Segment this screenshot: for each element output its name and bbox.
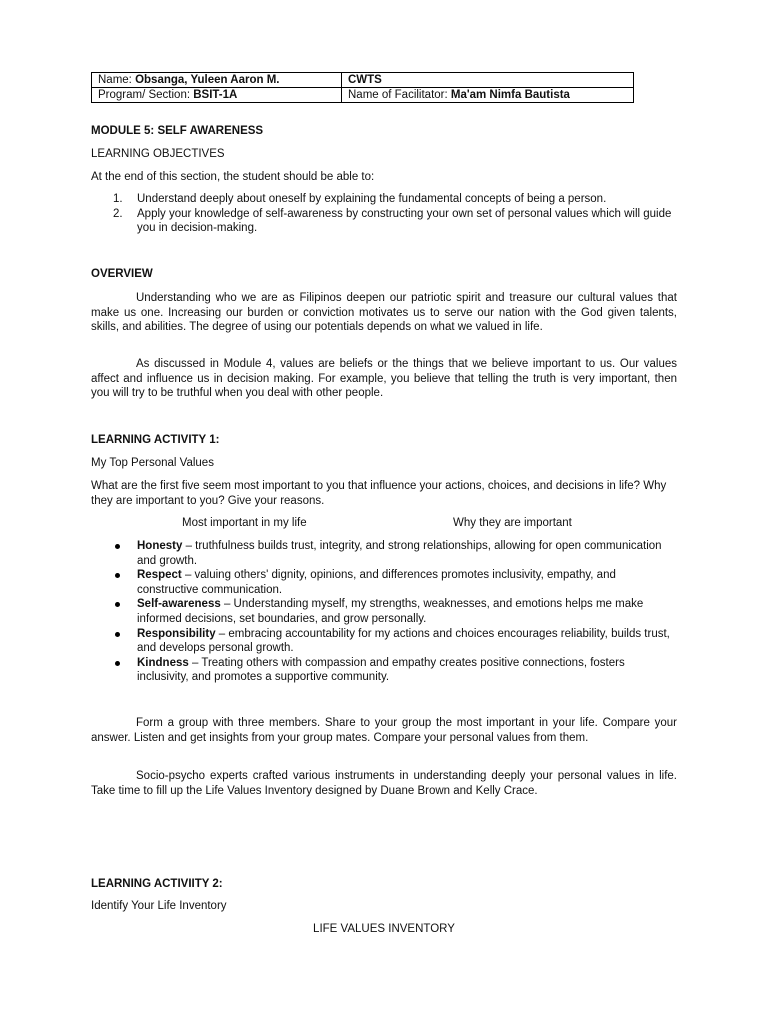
objective-number: 2.	[113, 207, 123, 220]
activity1-question: What are the first five seem most important to you that influence your actions, choices, and decisions in life? Why they are important to you? Give your reasons.	[91, 480, 667, 507]
value-description: – truthfulness builds trust, integrity, and strong relationships, allowing for open communication and growth.	[137, 540, 662, 567]
name-cell	[92, 73, 342, 88]
value-term: Self-awareness	[137, 598, 221, 611]
value-item	[91, 568, 677, 597]
value-term: Honesty	[137, 540, 183, 552]
activity1-heading: LEARNING ACTIVITY 1:	[91, 434, 220, 446]
personal-values-list	[91, 539, 677, 685]
value-item	[91, 627, 677, 656]
bullet-icon	[115, 602, 120, 607]
objective-item	[91, 207, 677, 236]
value-term: Respect	[137, 569, 182, 582]
objective-text: Understand deeply about oneself by explaining the fundamental concepts of being a person.	[137, 193, 607, 205]
objectives-list	[91, 192, 677, 236]
value-term: Kindness	[137, 656, 189, 669]
value-item	[91, 597, 677, 626]
facilitator-label: Name of Facilitator:	[348, 89, 451, 101]
program-cell	[92, 88, 342, 103]
student-info-table	[91, 72, 634, 103]
activity1-subtitle: My Top Personal Values	[91, 457, 214, 469]
facilitator-cell	[342, 88, 634, 103]
activity2-subtitle: Identify Your Life Inventory	[91, 900, 227, 912]
facilitator-name: Ma'am Nimfa Bautista	[450, 89, 570, 101]
program-section: BSIT-1A	[193, 89, 238, 101]
value-term: Responsibility	[137, 627, 216, 640]
overview-paragraph-2: As discussed in Module 4, values are beliefs or the things that we believe important to us. Our values affect and influence us in decision making. For example, you believe that telling the truth is very important, then you will try to be truthful when you deal with other people.	[91, 358, 677, 400]
objectives-intro: At the end of this section, the student should be able to:	[91, 171, 375, 183]
value-description: – valuing others' dignity, opinions, and differences promotes inclusivity, empathy, and constructive communication.	[137, 569, 616, 596]
life-values-inventory-title: LIFE VALUES INVENTORY	[313, 923, 455, 935]
program-label: Program/ Section:	[98, 89, 194, 101]
inventory-intro-paragraph: Socio-psycho experts crafted various instruments in understanding deeply your personal values in life. Take time to fill up the Life Values Inventory designed by Duane Brown and Kelly Crace.	[91, 770, 677, 797]
module-title: MODULE 5: SELF AWARENESS	[91, 125, 264, 137]
bullet-icon	[115, 661, 120, 666]
bullet-icon	[115, 573, 120, 578]
bullet-icon	[115, 632, 120, 637]
value-description: – embracing accountability for my actions and choices encourages reliability, builds trust, and develops personal growth.	[137, 627, 670, 655]
column-heading-right: Why they are important	[453, 517, 572, 529]
column-heading-left: Most important in my life	[182, 517, 307, 529]
objectives-heading: LEARNING OBJECTIVES	[91, 148, 225, 160]
name-label: Name:	[98, 74, 136, 86]
course-cell: CWTS	[342, 73, 634, 88]
value-item	[91, 539, 677, 568]
objective-number: 1.	[113, 193, 123, 205]
objective-item	[91, 192, 677, 207]
value-description: – Treating others with compassion and empathy creates positive connections, fosters inclusivity, and promotes a supportive community.	[137, 656, 625, 684]
bullet-icon	[115, 544, 120, 549]
value-item	[91, 656, 677, 685]
objective-text: Apply your knowledge of self-awareness by constructing your own set of personal values which will guide you in decision-making.	[137, 207, 672, 235]
student-name: Obsanga, Yuleen Aaron M.	[135, 74, 280, 86]
group-instruction-paragraph: Form a group with three members. Share to your group the most important in your life. Compare your answer. Listen and get insights from your group mates. Compare your personal values from them.	[91, 717, 677, 744]
activity2-heading: LEARNING ACTIVIITY 2:	[91, 878, 223, 890]
value-description: – Understanding myself, my strengths, weaknesses, and emotions helps me make informed decisions, set boundaries, and grow personally.	[137, 598, 644, 625]
overview-heading: OVERVIEW	[91, 268, 153, 280]
overview-paragraph-1: Understanding who we are as Filipinos deepen our patriotic spirit and treasure our cultural values that make us one. Increasing our burden or conviction motivates us to serve our nation with the God given talents, skills, and abilities. The degree of using our potentials depends on what we valued in life.	[91, 292, 677, 334]
